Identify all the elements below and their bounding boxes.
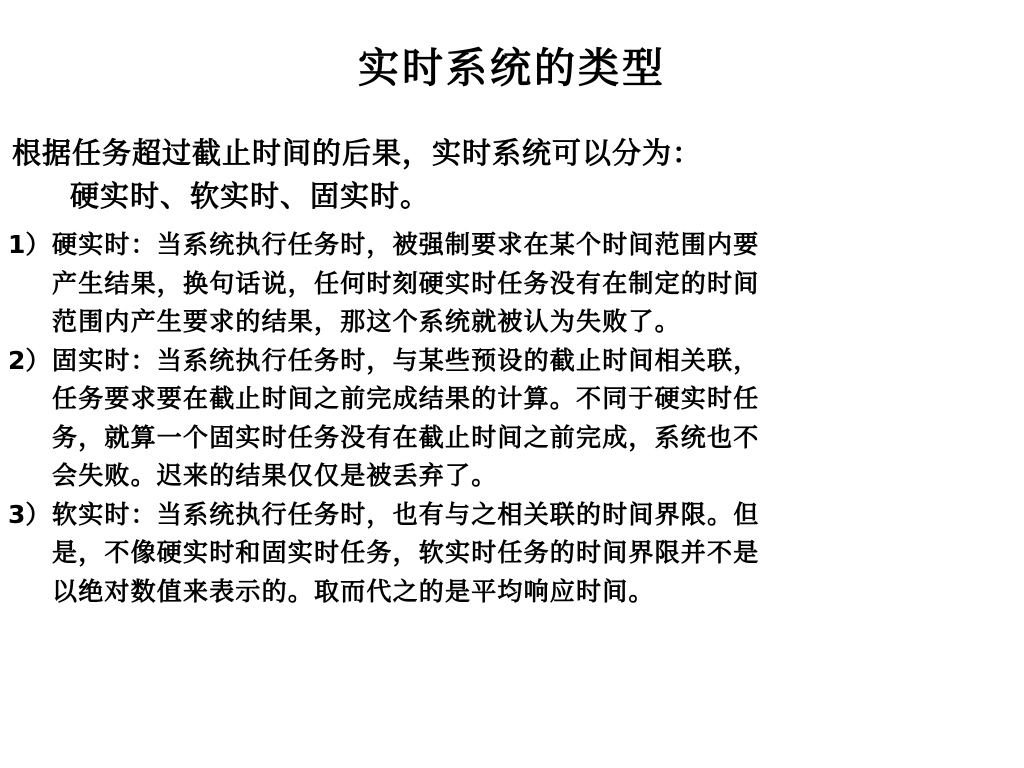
- list-item-line: 软实时：当系统执行任务时，也有与之相关联的时间界限。但: [52, 499, 760, 529]
- list-item-number: 2）: [8, 345, 51, 375]
- list-item-line: 产生结果，换句话说，任何时刻硬实时任务没有在制定的时间: [52, 268, 760, 298]
- list-item-line: 任务要求要在截止时间之前完成结果的计算。不同于硬实时任: [52, 384, 760, 413]
- list-item-line: 会失败。迟来的结果仅仅是被丢弃了。: [52, 461, 498, 490]
- list-item-line: 是，不像硬实时和固实时任务，软实时任务的时间界限并不是: [52, 538, 760, 567]
- list-item-line: 以绝对数值来表示的。取而代之的是平均响应时间。: [52, 576, 655, 606]
- list-item-line: 范围内产生要求的结果，那这个系统就被认为失败了。: [52, 307, 681, 336]
- list-item-line: 硬实时：当系统执行任务时，被强制要求在某个时间范围内要: [52, 230, 760, 259]
- intro-line-2: 硬实时、软实时、固实时。: [70, 179, 431, 213]
- intro-paragraph: [12, 132, 1012, 218]
- type-list: [8, 226, 998, 611]
- list-item-number: 1）: [8, 230, 51, 259]
- list-item-number: 3）: [8, 499, 51, 529]
- list-item-line: 固实时：当系统执行任务时，与某些预设的截止时间相关联，: [52, 345, 760, 375]
- list-item-hard-realtime: [8, 226, 998, 342]
- list-item-firm-realtime: [8, 342, 998, 496]
- list-item-line: 务，就算一个固实时任务没有在截止时间之前完成，系统也不: [52, 422, 760, 452]
- slide-title: 实时系统的类型: [358, 44, 666, 92]
- list-item-soft-realtime: [8, 496, 998, 612]
- intro-line-1: 根据任务超过截止时间的后果，实时系统可以分为：: [12, 136, 703, 170]
